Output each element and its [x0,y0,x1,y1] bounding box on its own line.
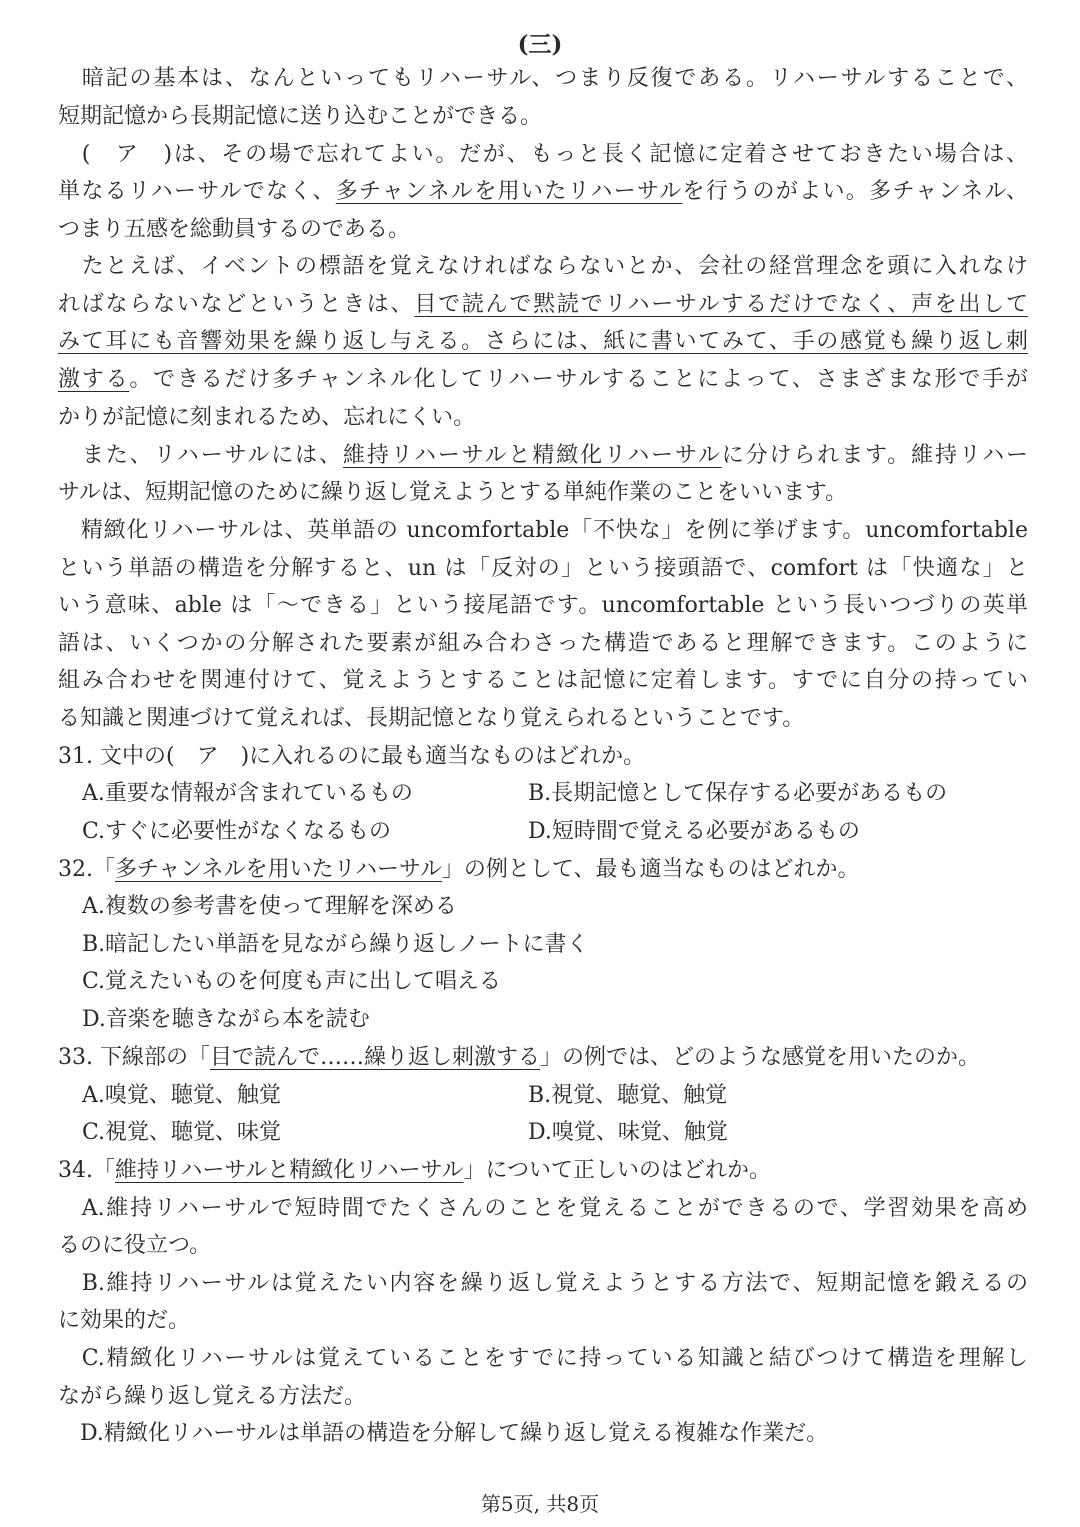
question-stem: 31. 文中の( ア )に入れるのに最も適当なものはどれか。 [58,744,646,769]
passage-line: ればならないなどというときは、目で読んで黙読でリハーサルするだけでなく、声を出して [58,292,1028,317]
option-a-cont: るのに役立つ。 [58,1233,212,1258]
option-c: C.視覚、聴覚、味覚 [82,1120,282,1145]
passage-line: 単なるリハーサルでなく、多チャンネルを用いたリハーサルを行うのがよい。多チャンネル、 [58,179,1029,204]
passage-line: たとえば、イベントの標語を覚えなければならないとか、会社の経営理念を頭に入れなけ [58,254,1028,279]
option-a: A.重要な情報が含まれているもの [82,781,413,806]
underlined-phrase: みて耳にも音響効果を繰り返し与える。さらには、紙に書いてみて、手の感覚も繰り返し刺 [58,329,1028,354]
underlined-phrase: 目で読んで黙読でリハーサルするだけでなく、声を出して [414,292,1028,317]
option-d: D.嗅覚、味覚、触覚 [528,1120,728,1145]
option-b-cont: に効果的だ。 [58,1308,191,1333]
passage-line: 精緻化リハーサルは、英単語の uncomfortable「不快な」を例に挙げます。uncomfortable [58,518,1028,543]
passage-line [58,327,1028,357]
option-c: C.精緻化リハーサルは覚えていることをすでに持っている知識と結びつけて構造を理解し [58,1346,1028,1371]
question-stem: 32.「多チャンネルを用いたリハーサル」の例として、最も適当なものはどれか。 [58,857,860,882]
option-b: B.維持リハーサルは覚えたい内容を繰り返し覚えようとする方法で、短期記憶を鍛えるの [58,1271,1028,1296]
option-b: B.長期記憶として保存する必要があるもの [528,781,948,806]
passage-line: る知識と関連づけて覚えれば、長期記憶となり覚えられるということです。 [58,706,805,731]
option-c: C.覚えたいものを何度も声に出して唱える [82,969,502,994]
underlined-phrase: 多チャンネルを用いたリハーサル [115,857,442,882]
question-stem: 34.「維持リハーサルと精緻化リハーサル」について正しいのはどれか。 [58,1158,772,1183]
underlined-phrase: 維持リハーサルと精緻化リハーサル [342,443,722,468]
passage-line: ( ア )は、その場で忘れてよい。だが、もっと長く記憶に定着させておきたい場合は、 [58,142,1028,167]
option-b: B.視覚、聴覚、触覚 [528,1083,728,1108]
option-d: D.短時間で覚える必要があるもの [528,819,860,844]
underlined-phrase: 目で読んで……繰り返し刺激する [209,1045,540,1070]
option-c: C.すぐに必要性がなくなるもの [82,819,392,844]
passage-line: 語は、いくつかの分解された要素が組み合わさった構造であると理解できます。このように [58,631,1028,656]
passage-line: 激する。できるだけ多チャンネル化してリハーサルすることによって、さまざまな形で手が [58,367,1028,392]
option-a: A.嗅覚、聴覚、触覚 [82,1083,281,1108]
passage-line: 組み合わせを関連付けて、覚えようとすることは記憶に定着します。すでに自分の持ってい [58,668,1028,693]
option-c-cont: ながら繰り返し覚える方法だ。 [58,1384,367,1409]
passage-line: つまり五感を総動員するのである。 [58,217,411,242]
option-d: D.精緻化リハーサルは単語の構造を分解して繰り返し覚える複雑な作業だ。 [58,1421,829,1446]
underlined-phrase: 激する [58,367,130,392]
passage-line: 暗記の基本は、なんといってもリハーサル、つまり反復である。リハーサルすることで、 [58,66,1028,91]
passage-line: 短期記憶から長期記憶に送り込むことができる。 [58,104,543,129]
option-b: B.暗記したい単語を見ながら繰り返しノートに書く [82,932,589,957]
underlined-phrase: 多チャンネルを用いたリハーサル [335,179,683,204]
passage-line: という単語の構造を分解すると、un は「反対の」という接頭語で、comfort は「快適な」と [58,556,1028,581]
page-footer: 第5页, 共8页 [480,1492,600,1516]
passage-line: また、リハーサルには、維持リハーサルと精緻化リハーサルに分けられます。維持リハー [58,443,1028,468]
passage-line: かりが記憶に刻まれるため、忘れにくい。 [58,405,476,430]
passage-line: サルは、短期記憶のために繰り返し覚えようとする単純作業のことをいいます。 [58,480,848,505]
option-d: D.音楽を聴きながら本を読む [82,1007,370,1032]
underlined-phrase: 維持リハーサルと精緻化リハーサル [115,1158,464,1183]
passage-line: いう意味、able は「～できる」という接尾語です。uncomfortable という長いつづりの英単 [58,593,1028,618]
question-stem: 33. 下線部の「目で読んで……繰り返し刺激する」の例では、どのような感覚を用いたのか。 [58,1045,981,1070]
option-a: A.複数の参考書を使って理解を深める [82,894,457,919]
option-a: A.維持リハーサルで短時間でたくさんのことを覚えることができるので、学習効果を高め [58,1196,1028,1221]
section-title: (三) [517,31,563,58]
